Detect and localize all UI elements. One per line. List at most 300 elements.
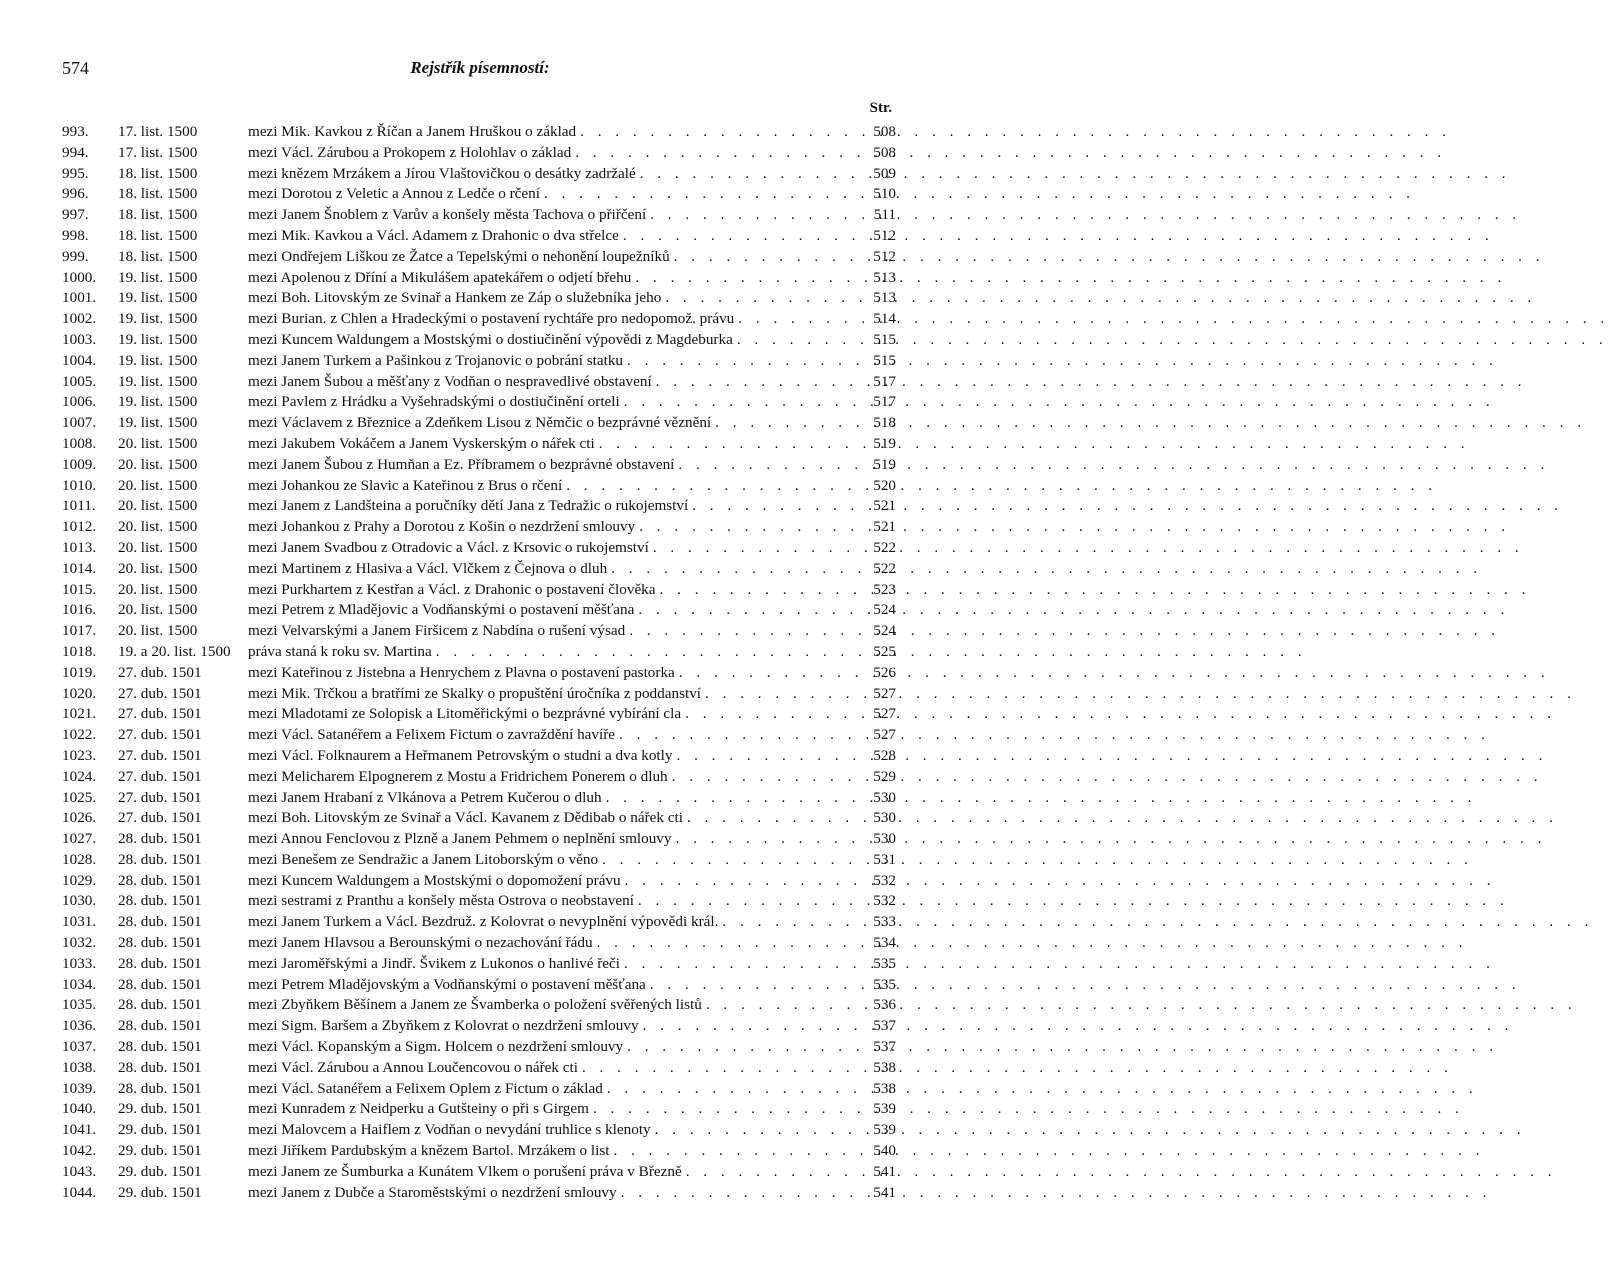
dot-leader — [603, 1079, 862, 1100]
entry-date: 19. list. 1500 — [118, 393, 198, 411]
entry-page-number: 539 — [873, 1100, 896, 1118]
entry-number: 1038. — [62, 1058, 97, 1076]
list-item — [62, 184, 896, 205]
entry-number: 1022. — [62, 726, 97, 744]
entry-description: mezi Velvarskými a Janem Firšicem z Nabdína o rušení výsad — [248, 622, 626, 640]
entry-description: mezi Melicharem Elpognerem z Mostu a Fridrichem Ponerem o dluh — [248, 767, 668, 785]
list-item — [62, 164, 896, 185]
entry-number: 993. — [62, 123, 89, 140]
entry-page-number: 527 — [873, 705, 896, 723]
entry-number: 1006. — [62, 393, 97, 411]
entry-description: mezi Václ. Zárubou a Prokopem z Holohlav o základ — [248, 143, 572, 161]
entry-number: 1001. — [62, 289, 97, 307]
list-item — [62, 600, 896, 621]
entry-number: 1042. — [62, 1142, 97, 1160]
list-item — [62, 330, 896, 351]
list-item — [62, 496, 896, 517]
list-item — [62, 788, 896, 809]
list-item — [62, 288, 896, 309]
dot-leader — [634, 891, 862, 912]
entry-number: 1013. — [62, 538, 97, 556]
entry-date: 28. dub. 1501 — [118, 1079, 202, 1097]
list-item — [62, 122, 896, 143]
entry-description: mezi Dorotou z Veletic a Annou z Ledče o rčení — [248, 185, 540, 203]
entry-date: 18. list. 1500 — [118, 226, 198, 244]
entry-date: 27. dub. 1501 — [118, 788, 202, 806]
entry-number: 1020. — [62, 684, 97, 702]
entry-page-number: 529 — [873, 767, 896, 785]
entry-date: 19. list. 1500 — [118, 330, 198, 348]
entry-description: mezi Jakubem Vokáčem a Janem Vyskerským o nářek cti — [248, 434, 595, 452]
entry-number: 1005. — [62, 372, 97, 390]
list-item — [62, 351, 896, 372]
page-title: Rejstřík písemností: — [410, 58, 550, 77]
list-item — [62, 1141, 896, 1162]
entry-number: 1002. — [62, 310, 97, 328]
dot-leader — [688, 496, 862, 517]
entry-page-number: 515 — [873, 330, 896, 348]
entry-number: 1041. — [62, 1121, 97, 1139]
entry-page-number: 537 — [873, 1017, 896, 1035]
entry-description: mezi Ondřejem Liškou ze Žatce a Tepelskými o nehonění loupežníků — [248, 247, 670, 265]
entry-date: 29. dub. 1501 — [118, 1100, 202, 1118]
dot-leader — [602, 788, 862, 809]
entry-date: 28. dub. 1501 — [118, 1038, 202, 1056]
list-item — [62, 1037, 896, 1058]
entry-page-number: 537 — [873, 1038, 896, 1056]
entry-number: 1032. — [62, 934, 97, 952]
entry-number: 1016. — [62, 601, 97, 619]
entry-date: 28. dub. 1501 — [118, 830, 202, 848]
list-item — [62, 205, 896, 226]
entry-date: 18. list. 1500 — [118, 206, 198, 224]
entry-page-number: 508 — [873, 123, 896, 140]
entry-page-number: 512 — [873, 247, 896, 265]
dot-leader — [620, 954, 862, 975]
dot-leader — [649, 538, 862, 559]
dot-leader — [701, 684, 862, 705]
entry-date: 20. list. 1500 — [118, 580, 198, 598]
entry-number: 994. — [62, 143, 89, 161]
entry-description: mezi Janem Svadbou z Otradovic a Václ. z Krsovic o rukojemství — [248, 538, 649, 556]
entry-page-number: 517 — [873, 393, 896, 411]
entry-page-number: 510 — [873, 185, 896, 203]
entry-number: 1034. — [62, 975, 97, 993]
entry-page-number: 519 — [873, 455, 896, 473]
entry-date: 28. dub. 1501 — [118, 1017, 202, 1035]
list-item — [62, 912, 896, 933]
entry-date: 29. dub. 1501 — [118, 1162, 202, 1180]
dot-leader — [675, 663, 862, 684]
list-item — [62, 995, 896, 1016]
entry-page-number: 530 — [873, 809, 896, 827]
entry-page-number: 517 — [873, 372, 896, 390]
list-item — [62, 808, 896, 829]
entry-page-number: 512 — [873, 226, 896, 244]
dot-leader — [635, 517, 862, 538]
list-item — [62, 580, 896, 601]
entry-date: 19. list. 1500 — [118, 414, 198, 432]
entry-date: 28. dub. 1501 — [118, 975, 202, 993]
entry-page-number: 540 — [873, 1142, 896, 1160]
list-item — [62, 143, 896, 164]
entry-number: 1024. — [62, 767, 97, 785]
entry-date: 19. a 20. list. 1500 — [118, 642, 231, 660]
entry-number: 995. — [62, 164, 89, 182]
entry-page-number: 509 — [873, 164, 896, 182]
entry-date: 29. dub. 1501 — [118, 1121, 202, 1139]
entry-description: mezi Purkhartem z Kestřan a Václ. z Drahonic o postavení člověka — [248, 580, 656, 598]
entry-description: mezi Václ. Satanéřem a Felixem Oplem z Fictum o základ — [248, 1079, 603, 1097]
entry-date: 20. list. 1500 — [118, 476, 198, 494]
entry-date: 28. dub. 1501 — [118, 850, 202, 868]
entry-number: 1015. — [62, 580, 97, 598]
dot-leader — [646, 975, 862, 996]
entry-number: 1018. — [62, 642, 97, 660]
list-item — [62, 309, 896, 330]
entry-description: mezi Václ. Zárubou a Annou Loučencovou o nářek cti — [248, 1058, 578, 1076]
entry-description: mezi Mik. Kavkou z Říčan a Janem Hruškou o základ — [248, 123, 577, 140]
entry-description: mezi Kunradem z Neidperku a Gutšteiny o při s Girgem — [248, 1100, 589, 1118]
entry-description: mezi Janem z Landšteina a poručníky dětí Jana z Tedražic o rukojemství — [248, 497, 689, 515]
dot-leader — [593, 933, 862, 954]
entry-description: mezi Janem Šubou a měšťany z Vodňan o nespravedlivé obstavení — [248, 372, 652, 390]
entry-description: mezi Johankou z Prahy a Dorotou z Košin o nezdržení smlouvy — [248, 518, 636, 536]
list-item — [62, 1162, 896, 1183]
entry-date: 18. list. 1500 — [118, 185, 198, 203]
list-item — [62, 767, 896, 788]
entry-page-number: 521 — [873, 497, 896, 515]
dot-leader — [540, 184, 862, 205]
entry-page-number: 514 — [873, 310, 896, 328]
list-item — [62, 1099, 896, 1120]
entry-number: 1008. — [62, 434, 97, 452]
entry-description: mezi Johankou ze Slavic a Kateřinou z Brus o rčení — [248, 476, 563, 494]
list-item — [62, 663, 896, 684]
list-item — [62, 746, 896, 767]
entry-date: 19. list. 1500 — [118, 289, 198, 307]
entry-description: mezi Václavem z Březnice a Zdeňkem Lisou z Němčic o bezprávné věznění — [248, 414, 712, 432]
entry-page-number: 522 — [873, 538, 896, 556]
entry-description: mezi Janem z Dubče a Staroměstskými o nezdržení smlouvy — [248, 1183, 617, 1201]
list-item — [62, 455, 896, 476]
entry-number: 1033. — [62, 954, 97, 972]
dot-leader — [589, 1099, 862, 1120]
entry-description: mezi Malovcem a Haiflem z Vodňan o nevydání truhlice s klenoty — [248, 1121, 651, 1139]
entry-number: 1037. — [62, 1038, 97, 1056]
entry-date: 28. dub. 1501 — [118, 934, 202, 952]
entry-description: mezi Pavlem z Hrádku a Vyšehradskými o dostiučinění orteli — [248, 393, 620, 411]
entry-number: 1014. — [62, 559, 97, 577]
entry-date: 20. list. 1500 — [118, 601, 198, 619]
entry-description: mezi Apolenou z Dříní a Mikulášem apatekářem o odjetí břehu — [248, 268, 632, 286]
entry-date: 28. dub. 1501 — [118, 892, 202, 910]
list-item — [62, 226, 896, 247]
list-item — [62, 434, 896, 455]
entry-page-number: 530 — [873, 830, 896, 848]
entry-page-number: 541 — [873, 1183, 896, 1201]
entry-date: 20. list. 1500 — [118, 455, 198, 473]
entry-date: 28. dub. 1501 — [118, 996, 202, 1014]
dot-leader — [620, 392, 862, 413]
entry-description: mezi Sigm. Baršem a Zbyňkem z Kolovrat o nezdržení smlouvy — [248, 1017, 639, 1035]
entry-date: 19. list. 1500 — [118, 351, 198, 369]
entry-number: 1029. — [62, 871, 97, 889]
entry-date: 28. dub. 1501 — [118, 913, 202, 931]
entry-date: 17. list. 1500 — [118, 143, 198, 161]
entry-date: 27. dub. 1501 — [118, 767, 202, 785]
list-item — [62, 1183, 896, 1204]
entry-page-number: 524 — [873, 622, 896, 640]
entry-date: 20. list. 1500 — [118, 622, 198, 640]
entry-description: mezi Janem Turkem a Václ. Bezdruž. z Kolovrat o nevyplnění výpovědi král. — [248, 913, 719, 931]
entry-description: mezi Janem Hrabaní z Vlkánova a Petrem Kučerou o dluh — [248, 788, 602, 806]
entry-date: 27. dub. 1501 — [118, 726, 202, 744]
entry-description: mezi Jiříkem Pardubským a knězem Bartol. Mrzákem o list — [248, 1142, 610, 1160]
entry-page-number: 534 — [873, 934, 896, 952]
dot-leader — [639, 1016, 862, 1037]
entry-page-number: 532 — [873, 892, 896, 910]
entry-page-number: 521 — [873, 518, 896, 536]
entry-page-number: 513 — [873, 289, 896, 307]
entry-number: 1025. — [62, 788, 97, 806]
entry-number: 1004. — [62, 351, 97, 369]
entry-page-number: 527 — [873, 726, 896, 744]
dot-leader — [631, 268, 862, 289]
list-item — [62, 559, 896, 580]
dot-leader — [571, 143, 862, 164]
list-item — [62, 891, 896, 912]
entry-number: 1003. — [62, 330, 97, 348]
entry-date: 17. list. 1500 — [118, 123, 198, 140]
list-item — [62, 642, 896, 663]
entry-date: 27. dub. 1501 — [118, 705, 202, 723]
entry-number: 1040. — [62, 1100, 97, 1118]
entry-date: 18. list. 1500 — [118, 247, 198, 265]
entry-date: 27. dub. 1501 — [118, 684, 202, 702]
entry-description: mezi Janem ze Šumburka a Kunátem Vlkem o porušení práva v Březně — [248, 1162, 682, 1180]
entry-number: 1027. — [62, 830, 97, 848]
entry-description: mezi Mladotami ze Solopisk a Litoměřickými o bezprávné vybírání cla — [248, 705, 682, 723]
dot-leader — [615, 725, 862, 746]
dot-leader — [432, 642, 862, 663]
entry-page-number: 528 — [873, 746, 896, 764]
list-item — [62, 1079, 896, 1100]
entry-number: 1031. — [62, 913, 97, 931]
entry-number: 1021. — [62, 705, 97, 723]
entry-number: 1023. — [62, 746, 97, 764]
entry-number: 1010. — [62, 476, 97, 494]
entry-date: 28. dub. 1501 — [118, 954, 202, 972]
list-item — [62, 372, 896, 393]
entry-description: mezi Václ. Kopanským a Sigm. Holcem o nezdržení smlouvy — [248, 1038, 624, 1056]
entry-date: 20. list. 1500 — [118, 538, 198, 556]
dot-leader — [733, 330, 862, 351]
dot-leader — [625, 621, 862, 642]
entry-page-number: 538 — [873, 1058, 896, 1076]
dot-leader — [598, 850, 862, 871]
entry-description: mezi sestrami z Pranthu a konšely města Ostrova o neobstavení — [248, 892, 634, 910]
entry-description: mezi Jaroměřskými a Jindř. Švikem z Lukonos o hanlivé řeči — [248, 954, 621, 972]
dot-leader — [576, 122, 862, 143]
dot-leader — [718, 912, 862, 933]
entry-date: 28. dub. 1501 — [118, 1058, 202, 1076]
entry-description: mezi Kuncem Waldungem a Mostskými o dopomožení právu — [248, 871, 621, 889]
entry-page-number: 525 — [873, 642, 896, 660]
dot-leader — [668, 767, 862, 788]
entry-number: 997. — [62, 206, 89, 224]
entry-page-number: 518 — [873, 414, 896, 432]
entry-date: 27. dub. 1501 — [118, 663, 202, 681]
entry-page-number: 508 — [873, 143, 896, 161]
entry-page-number: 511 — [873, 206, 896, 224]
entry-number: 999. — [62, 247, 89, 265]
dot-leader — [661, 288, 862, 309]
list-item — [62, 933, 896, 954]
entry-date: 19. list. 1500 — [118, 310, 198, 328]
list-item — [62, 850, 896, 871]
dot-leader — [702, 995, 862, 1016]
entry-description: mezi Janem Hlavsou a Berounskými o nezachování řádu — [248, 934, 593, 952]
entry-number: 1035. — [62, 996, 97, 1014]
entry-page-number: 523 — [873, 580, 896, 598]
list-item — [62, 704, 896, 725]
entry-date: 19. list. 1500 — [118, 372, 198, 390]
dot-leader — [595, 434, 862, 455]
dot-leader — [621, 871, 862, 892]
entry-number: 996. — [62, 185, 89, 203]
dot-leader — [734, 309, 862, 330]
entry-description: mezi Zbyňkem Běšínem a Janem ze Švamberka o položení svěřených listů — [248, 996, 702, 1014]
dot-leader — [682, 1162, 862, 1183]
dot-leader — [619, 226, 862, 247]
list-item — [62, 684, 896, 705]
entry-number: 1019. — [62, 663, 97, 681]
entry-description: mezi Petrem Mladějovským a Vodňanskými o postavení měšťana — [248, 975, 646, 993]
dot-leader — [652, 372, 862, 393]
dot-leader — [646, 205, 862, 226]
entry-date: 27. dub. 1501 — [118, 809, 202, 827]
entry-number: 1011. — [62, 497, 96, 515]
page-column-heading: Str. — [869, 100, 892, 116]
entry-page-number: 538 — [873, 1079, 896, 1097]
entry-number: 1009. — [62, 455, 97, 473]
entry-page-number: 524 — [873, 601, 896, 619]
dot-leader — [607, 559, 862, 580]
entry-description: mezi Annou Fenclovou z Plzně a Janem Pehmem o neplnění smlouvy — [248, 830, 672, 848]
entry-number: 1007. — [62, 414, 97, 432]
dot-leader — [683, 808, 862, 829]
entry-date: 19. list. 1500 — [118, 268, 198, 286]
dot-leader — [609, 1141, 862, 1162]
entry-description: mezi Janem Šnoblem z Varův a konšely města Tachova o přiřčení — [248, 206, 647, 224]
entry-number: 1036. — [62, 1017, 97, 1035]
entry-page-number: 519 — [873, 434, 896, 452]
entry-description: mezi Kuncem Waldungem a Mostskými o dostiučinění výpovědi z Magdeburka — [248, 330, 733, 348]
dot-leader — [651, 1120, 862, 1141]
entry-page-number: 530 — [873, 788, 896, 806]
entry-description: mezi Mik. Trčkou a bratřími ze Skalky o propuštění úročníka z poddanství — [248, 684, 702, 702]
entry-description: mezi Benešem ze Sendražic a Janem Litoborským o věno — [248, 850, 599, 868]
list-item — [62, 1120, 896, 1141]
dot-leader — [578, 1058, 862, 1079]
list-item — [62, 1058, 896, 1079]
entry-date: 28. dub. 1501 — [118, 871, 202, 889]
entry-number: 1012. — [62, 518, 97, 536]
dot-leader — [681, 704, 862, 725]
entry-description: mezi Kateřinou z Jistebna a Henrychem z Plavna o postavení pastorka — [248, 663, 675, 681]
entry-date: 29. dub. 1501 — [118, 1142, 202, 1160]
dot-leader — [656, 580, 862, 601]
dot-leader — [672, 746, 862, 767]
entry-number: 1043. — [62, 1162, 97, 1180]
dot-leader — [674, 455, 862, 476]
list-item — [62, 413, 896, 434]
entry-page-number: 535 — [873, 975, 896, 993]
list-item — [62, 1016, 896, 1037]
entry-date: 20. list. 1500 — [118, 518, 198, 536]
entry-page-number: 532 — [873, 871, 896, 889]
entry-number: 1044. — [62, 1183, 97, 1201]
entry-number: 998. — [62, 226, 89, 244]
entry-description: mezi Boh. Litovským ze Svinař a Hankem ze Záp o služebníka jeho — [248, 289, 662, 307]
entry-number: 1039. — [62, 1079, 97, 1097]
entry-description: mezi Burian. z Chlen a Hradeckými o postavení rychtáře pro nedopomož. právu — [248, 310, 735, 328]
entry-description: práva staná k roku sv. Martina — [248, 642, 432, 660]
entry-number: 1017. — [62, 622, 97, 640]
entry-page-number: 513 — [873, 268, 896, 286]
entry-date: 20. list. 1500 — [118, 434, 198, 452]
dot-leader — [623, 1037, 862, 1058]
dot-leader — [623, 351, 862, 372]
entry-page-number: 522 — [873, 559, 896, 577]
list-item — [62, 476, 896, 497]
entry-number: 1028. — [62, 850, 97, 868]
entry-number: 1000. — [62, 268, 97, 286]
entry-page-number: 515 — [873, 351, 896, 369]
entry-description: mezi Mik. Kavkou a Václ. Adamem z Drahonic o dva střelce — [248, 226, 619, 244]
entry-date: 29. dub. 1501 — [118, 1183, 202, 1201]
entry-date: 27. dub. 1501 — [118, 746, 202, 764]
entry-page-number: 527 — [873, 684, 896, 702]
dot-leader — [671, 829, 862, 850]
dot-leader — [634, 600, 862, 621]
list-item — [62, 975, 896, 996]
entry-page-number: 541 — [873, 1162, 896, 1180]
entry-description: mezi Martinem z Hlasiva a Václ. Vlčkem z Čejnova o dluh — [248, 559, 608, 577]
entry-date: 20. list. 1500 — [118, 497, 198, 515]
entry-description: mezi Václ. Satanéřem a Felixem Fictum o zavraždění havíře — [248, 726, 616, 744]
dot-leader — [617, 1183, 862, 1204]
dot-leader — [562, 476, 862, 497]
list-item — [62, 538, 896, 559]
list-item — [62, 954, 896, 975]
entry-number: 1030. — [62, 892, 97, 910]
list-item — [62, 871, 896, 892]
entry-page-number: 539 — [873, 1121, 896, 1139]
entry-description: mezi Václ. Folknaurem a Heřmanem Petrovským o studni a dva kotly — [248, 746, 673, 764]
list-item — [62, 829, 896, 850]
entry-description: mezi Janem Turkem a Pašinkou z Trojanovic o pobrání statku — [248, 351, 624, 369]
dot-leader — [711, 413, 862, 434]
list-item — [62, 621, 896, 642]
entry-page-number: 536 — [873, 996, 896, 1014]
list-item — [62, 517, 896, 538]
entry-date: 18. list. 1500 — [118, 164, 198, 182]
list-item — [62, 392, 896, 413]
dot-leader — [670, 247, 862, 268]
entry-page-number: 531 — [873, 850, 896, 868]
